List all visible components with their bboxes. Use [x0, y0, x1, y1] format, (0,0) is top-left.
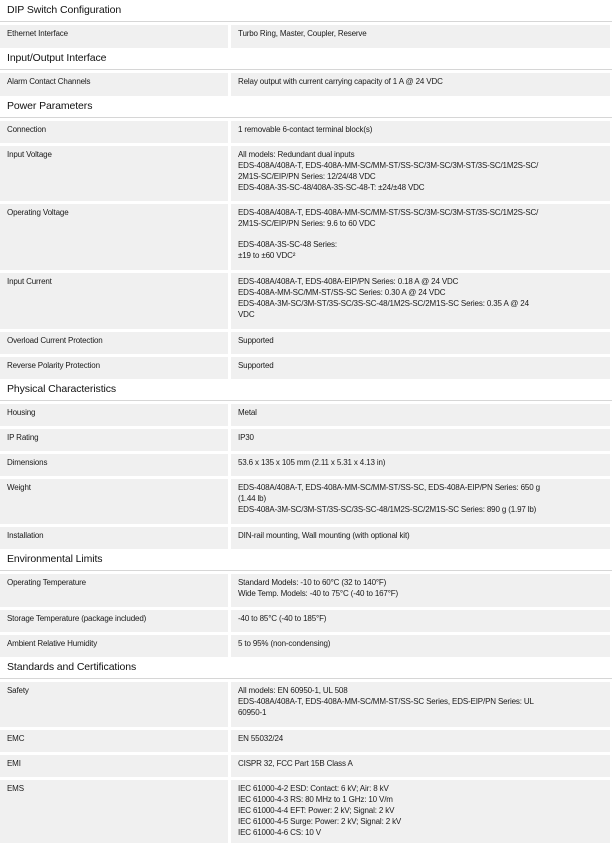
spec-value: [231, 429, 610, 451]
spec-row: [0, 780, 612, 843]
spec-row: [0, 682, 612, 727]
spec-label: Alarm Contact Channels: [0, 73, 228, 96]
spec-row: [0, 73, 612, 96]
spec-row: [0, 121, 612, 143]
spec-label: Input Current: [0, 273, 228, 329]
spec-row: [0, 527, 612, 549]
spec-value: [231, 25, 610, 48]
spec-row: [0, 332, 612, 354]
spec-row: [0, 635, 612, 657]
spec-label: EMI: [0, 755, 228, 777]
spec-value-line: IEC 61000-4-4 EFT: Power: 2 kV; Signal: 2 kV: [238, 805, 395, 815]
spec-value: [231, 404, 610, 426]
spec-value-line: Standard Models: -10 to 60°C (32 to 140°F): [238, 578, 387, 587]
spec-label: Overload Current Protection: [0, 332, 228, 354]
spec-value-line: EN 55032/24: [238, 734, 284, 743]
section-title: Standards and Certifications: [0, 657, 612, 679]
spec-value-line: All models: Redundant dual inputs: [238, 150, 355, 159]
spec-value-line: 1 removable 6-contact terminal block(s): [238, 125, 373, 134]
section-title: Environmental Limits: [0, 549, 612, 571]
spec-value-gap: [238, 230, 603, 240]
spec-row: [0, 730, 612, 752]
spec-value: [231, 610, 610, 632]
spec-value: [231, 527, 610, 549]
spec-section: [0, 657, 612, 843]
spec-value: [231, 682, 610, 727]
spec-label: Housing: [0, 404, 228, 426]
spec-row: [0, 25, 612, 48]
spec-section: [0, 0, 612, 48]
spec-row: [0, 429, 612, 451]
spec-label: Storage Temperature (package included): [0, 610, 228, 632]
spec-value: [231, 755, 610, 777]
spec-value-line: Turbo Ring, Master, Coupler, Reserve: [238, 29, 367, 38]
spec-value-line: Metal: [238, 408, 257, 417]
spec-value-line: IEC 61000-4-5 Surge: Power: 2 kV; Signal: 2 kV: [238, 816, 402, 826]
spec-row: [0, 404, 612, 426]
spec-label: Weight: [0, 479, 228, 524]
spec-row: [0, 146, 612, 201]
spec-value: [231, 273, 610, 329]
spec-value-line: 2M1S-SC/EIP/PN Series: 9.6 to 60 VDC: [238, 218, 376, 228]
spec-row: [0, 574, 612, 607]
spec-label: Installation: [0, 527, 228, 549]
spec-value-line: EDS-408A/408A-T, EDS-408A-MM-SC/MM-ST/SS-SC/3M-SC/3M-ST/3S-SC/1M2S-SC/: [238, 208, 539, 217]
spec-value-line: IP30: [238, 433, 254, 442]
spec-value-line: 5 to 95% (non-condensing): [238, 639, 331, 648]
spec-value: [231, 121, 610, 143]
spec-value-line: EDS-408A-3M-SC/3M-ST/3S-SC/3S-SC-48/1M2S-SC/2M1S-SC Series: 890 g (1.97 lb): [238, 504, 537, 514]
spec-value-line: EDS-408A/408A-T, EDS-408A-EIP/PN Series: 0.18 A @ 24 VDC: [238, 277, 459, 286]
spec-value-line: 60950-1: [238, 707, 267, 717]
spec-row: [0, 479, 612, 524]
spec-label: Ethernet Interface: [0, 25, 228, 48]
spec-label: Operating Temperature: [0, 574, 228, 607]
spec-value-line: EDS-408A/408A-T, EDS-408A-MM-SC/MM-ST/SS-SC, EDS-408A-EIP/PN Series: 650 g: [238, 483, 540, 492]
spec-value: [231, 357, 610, 379]
spec-label: Dimensions: [0, 454, 228, 476]
spec-value-line: EDS-408A-3S-SC-48 Series:: [238, 239, 337, 249]
spec-value-line: DIN-rail mounting, Wall mounting (with optional kit): [238, 531, 410, 540]
spec-value-line: -40 to 85°C (-40 to 185°F): [238, 614, 327, 623]
spec-value-line: Relay output with current carrying capacity of 1 A @ 24 VDC: [238, 77, 443, 86]
spec-row: [0, 610, 612, 632]
spec-label: Input Voltage: [0, 146, 228, 201]
spec-value-line: Supported: [238, 336, 274, 345]
spec-value: [231, 635, 610, 657]
spec-section: [0, 96, 612, 379]
spec-label: Safety: [0, 682, 228, 727]
spec-value-line: EDS-408A-3M-SC/3M-ST/3S-SC/3S-SC-48/1M2S-SC/2M1S-SC Series: 0.35 A @ 24: [238, 298, 529, 308]
section-title: Input/Output Interface: [0, 48, 612, 70]
spec-value: [231, 479, 610, 524]
spec-label: EMC: [0, 730, 228, 752]
spec-label: EMS: [0, 780, 228, 843]
spec-section: [0, 379, 612, 549]
spec-value-line: EDS-408A/408A-T, EDS-408A-MM-SC/MM-ST/SS-SC/3M-SC/3M-ST/3S-SC/1M2S-SC/: [238, 160, 539, 170]
spec-value-line: IEC 61000-4-2 ESD: Contact: 6 kV; Air: 8 kV: [238, 784, 389, 793]
spec-row: [0, 454, 612, 476]
spec-value: [231, 146, 610, 201]
spec-value: [231, 780, 610, 843]
spec-label: Operating Voltage: [0, 204, 228, 270]
spec-value-line: EDS-408A-MM-SC/MM-ST/SS-SC Series: 0.30 A @ 24 VDC: [238, 287, 446, 297]
spec-value: [231, 204, 610, 270]
spec-value-line: IEC 61000-4-3 RS: 80 MHz to 1 GHz: 10 V/m: [238, 794, 393, 804]
spec-value: [231, 574, 610, 607]
spec-row: [0, 204, 612, 270]
spec-value-line: EDS-408A-3S-SC-48/408A-3S-SC-48-T: ±24/±48 VDC: [238, 182, 425, 192]
spec-value: [231, 454, 610, 476]
spec-label: Connection: [0, 121, 228, 143]
spec-value-line: EDS-408A/408A-T, EDS-408A-MM-SC/MM-ST/SS-SC Series, EDS-EIP/PN Series: UL: [238, 696, 534, 706]
spec-label: IP Rating: [0, 429, 228, 451]
section-title: DIP Switch Configuration: [0, 0, 612, 22]
spec-value-line: 2M1S-SC/EIP/PN Series: 12/24/48 VDC: [238, 171, 376, 181]
spec-value-line: IEC 61000-4-6 CS: 10 V: [238, 827, 321, 837]
spec-value-line: All models: EN 60950-1, UL 508: [238, 686, 348, 695]
spec-row: [0, 357, 612, 379]
spec-value-line: VDC: [238, 309, 255, 319]
section-title: Power Parameters: [0, 96, 612, 118]
section-title: Physical Characteristics: [0, 379, 612, 401]
spec-row: [0, 755, 612, 777]
spec-value-line: ±19 to ±60 VDC²: [238, 250, 296, 260]
spec-row: [0, 273, 612, 329]
spec-label: Reverse Polarity Protection: [0, 357, 228, 379]
spec-value-line: Wide Temp. Models: -40 to 75°C (-40 to 167°F): [238, 588, 399, 598]
spec-value-line: (1.44 lb): [238, 493, 266, 503]
spec-section: [0, 549, 612, 657]
spec-label: Ambient Relative Humidity: [0, 635, 228, 657]
spec-value-line: CISPR 32, FCC Part 15B Class A: [238, 759, 353, 768]
spec-value: [231, 332, 610, 354]
spec-value: [231, 730, 610, 752]
spec-value-line: 53.6 x 135 x 105 mm (2.11 x 5.31 x 4.13 in): [238, 458, 386, 467]
spec-value-line: Supported: [238, 361, 274, 370]
spec-section: [0, 48, 612, 96]
spec-value: [231, 73, 610, 96]
